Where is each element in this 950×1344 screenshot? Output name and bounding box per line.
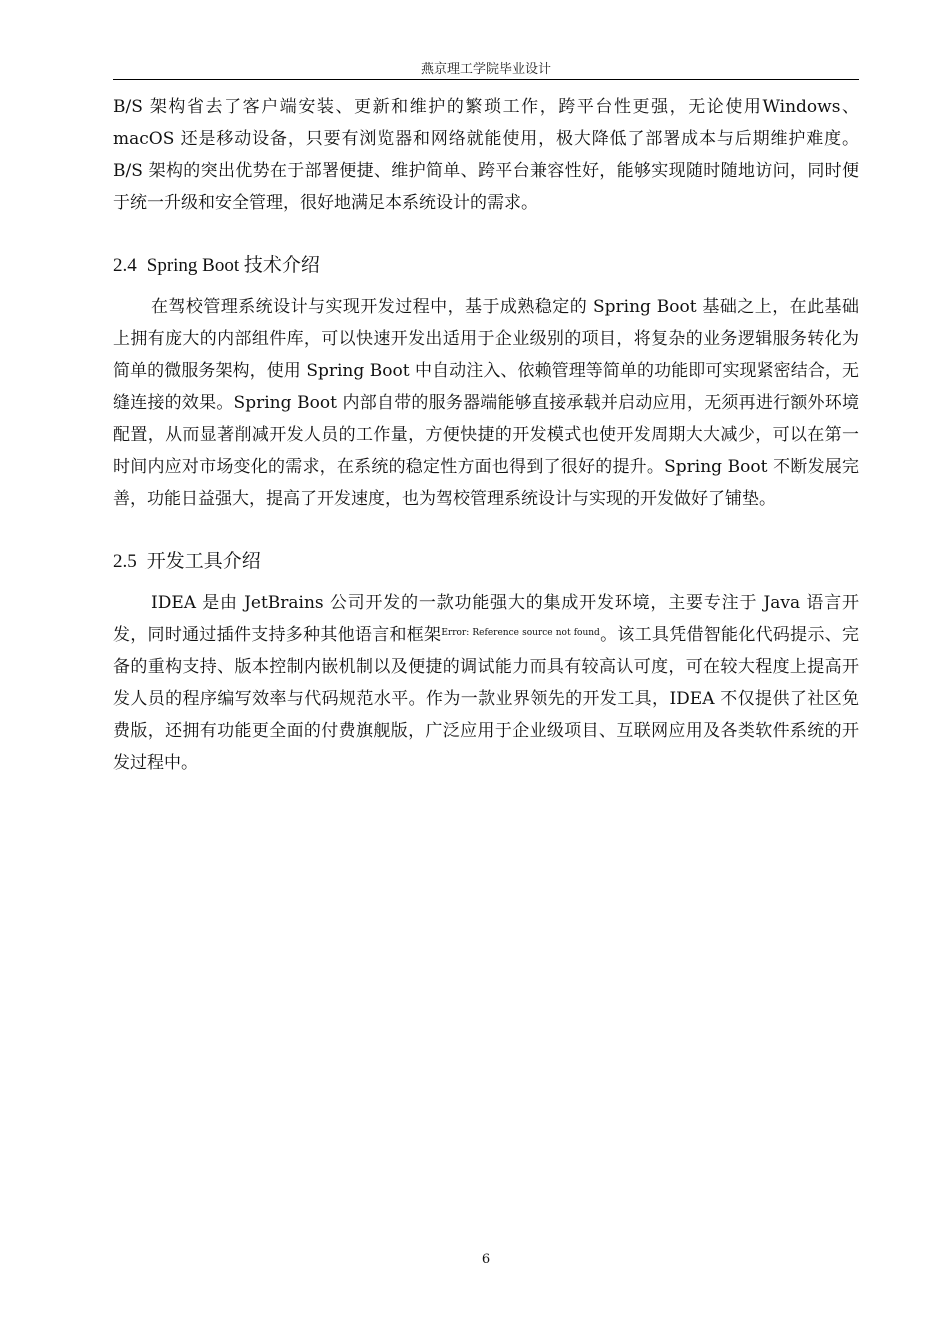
spacer <box>113 515 859 545</box>
section-number: 2.4 <box>113 255 137 276</box>
section-title-latin: Spring Boot <box>146 255 244 276</box>
section-2-4-paragraph: 在驾校管理系统设计与实现开发过程中，基于成熟稳定的 Spring Boot 基础之上，在此基础上拥有庞大的内部组件库，可以快速开发出适用于企业级别的项目，将复杂的业务逻辑服务转化为简单的微服务架构，使用 Spring Boot 中自动注入、依赖管理等简单的功能即可实现紧密结合，无缝连接的效果。Spring Boot 内部自带的服务器端能够直接承载并启动应用，无须再进行额外环境配置，从而显著削减开发人员的工作量，方便快捷的开发模式也使开发周期大大减少，可以在第一时间内应对市场变化的需求，在系统的稳定性方面也得到了很好的提升。Spring Boot 不断发展完善，功能日益强大，提高了开发速度，也为驾校管理系统设计与实现的开发做好了铺垫。 <box>113 297 859 509</box>
paragraph-text: 。该工具凭借智能化代码提示、完备的重构支持、版本控制内嵌机制以及便捷的调试能力而具有较高认可度，可在较大程度上提高开发人员的程序编写效率与代码规范水平。作为一款业界领先的开发工具，IDEA 不仅提供了社区免费版，还拥有功能更全面的付费旗舰版，广泛应用于企业级项目、互联网应用及各类软件系统的开发过程中。 <box>113 625 860 773</box>
spacer <box>113 219 859 249</box>
spacer <box>113 578 859 587</box>
header-divider <box>113 79 859 80</box>
paragraph-text: IDEA 是由 JetBrains 公司开发的一款功能强大的集成开发环境，主要专注于 Java 语言开发，同时通过插件支持多种其他语言和框架 <box>113 593 859 645</box>
intro-paragraph: B/S 架构省去了客户端安装、更新和维护的繁琐工作，跨平台性更强，无论使用Windows、macOS 还是移动设备，只要有浏览器和网络就能使用，极大降低了部署成本与后期维护难度。 B/S 架构的突出优势在于部署便捷、维护简单、跨平台兼容性好，能够实现随时随地访问，同时便于统一升级和安全管理，很好地满足本系统设计的需求。 <box>113 97 859 213</box>
page-header: 燕京理工学院毕业设计 <box>420 62 551 77</box>
document-body <box>113 91 859 779</box>
section-2-5-paragraph <box>113 587 859 779</box>
section-title-text: 技术介绍 <box>243 254 320 276</box>
section-title-text: 开发工具介绍 <box>146 550 261 572</box>
section-number: 2.5 <box>113 551 137 572</box>
page-number: 6 <box>481 1252 491 1267</box>
spacer <box>113 282 859 291</box>
reference-error-note: Error: Reference source not found <box>441 628 600 638</box>
section-heading-2-4 <box>113 249 859 282</box>
section-heading-2-5 <box>113 545 859 578</box>
